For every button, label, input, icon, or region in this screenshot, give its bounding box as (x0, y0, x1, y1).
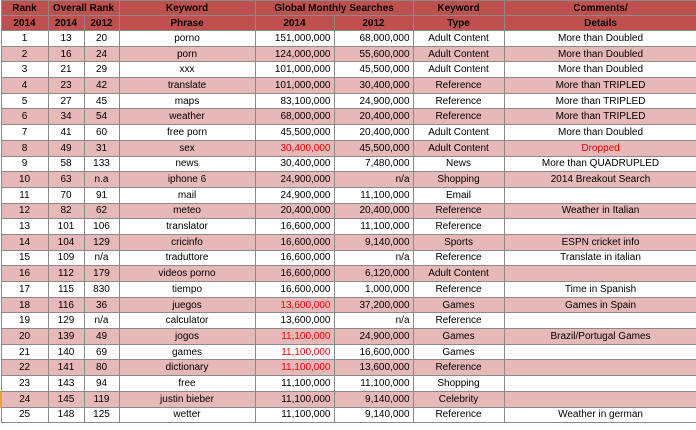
searches-2014-cell: 16,600,000 (255, 282, 334, 298)
keyword-type-cell: Games (413, 297, 504, 313)
searches-2012-cell: 13,600,000 (334, 360, 413, 376)
overall-rank-2014-cell: 115 (48, 282, 84, 298)
table-row (1, 172, 696, 188)
overall-rank-2012-cell: 94 (84, 376, 119, 392)
overall-rank-2014-cell: 141 (48, 360, 84, 376)
keyword-phrase-cell: wetter (119, 407, 255, 423)
keyword-type-cell: Adult Content (413, 31, 504, 47)
overall-rank-2014-cell: 104 (48, 234, 84, 250)
keyword-phrase-cell: calculator (119, 313, 255, 329)
table-row (1, 46, 696, 62)
keyword-phrase-cell: mail (119, 187, 255, 203)
header-type: Type (413, 16, 504, 31)
overall-rank-2012-cell: n/a (84, 250, 119, 266)
searches-2014-cell: 11,100,000 (255, 376, 334, 392)
keyword-phrase-cell: dictionary (119, 360, 255, 376)
rank-cell: 5 (1, 93, 48, 109)
keyword-phrase-cell: translator (119, 219, 255, 235)
details-cell: Translate in italian (504, 250, 696, 266)
searches-2014-cell: 16,600,000 (255, 219, 334, 235)
searches-2014-cell: 16,600,000 (255, 250, 334, 266)
searches-2012-cell: 11,100,000 (334, 219, 413, 235)
details-cell (504, 360, 696, 376)
rank-cell: 1 (1, 31, 48, 47)
details-cell: More than QUADRUPLED (504, 156, 696, 172)
keyword-phrase-cell: weather (119, 109, 255, 125)
searches-2012-cell: 45,500,000 (334, 62, 413, 78)
keyword-phrase-cell: news (119, 156, 255, 172)
table-row (1, 376, 696, 392)
searches-2014-cell: 45,500,000 (255, 125, 334, 141)
keyword-phrase-cell: justin bieber (119, 391, 255, 407)
rank-cell: 20 (1, 329, 48, 345)
table-header (1, 1, 696, 31)
table-row (1, 407, 696, 423)
table-row (1, 391, 696, 407)
header-searches-2014: 2014 (255, 16, 334, 31)
searches-2014-cell: 30,400,000 (255, 140, 334, 156)
keyword-type-cell: Shopping (413, 172, 504, 188)
overall-rank-2012-cell: 29 (84, 62, 119, 78)
searches-2014-cell: 68,000,000 (255, 109, 334, 125)
overall-rank-2012-cell: 42 (84, 78, 119, 94)
keyword-phrase-cell: iphone 6 (119, 172, 255, 188)
table-row (1, 156, 696, 172)
keyword-type-cell: Shopping (413, 376, 504, 392)
header-rank-year: 2014 (1, 16, 48, 31)
overall-rank-2014-cell: 148 (48, 407, 84, 423)
overall-rank-2014-cell: 101 (48, 219, 84, 235)
header-searches-2012: 2012 (334, 16, 413, 31)
header-overall-2012: 2012 (84, 16, 119, 31)
keyword-type-cell: Games (413, 329, 504, 345)
overall-rank-2012-cell: 179 (84, 266, 119, 282)
rank-cell: 17 (1, 282, 48, 298)
overall-rank-2012-cell: 20 (84, 31, 119, 47)
overall-rank-2012-cell: 119 (84, 391, 119, 407)
rank-cell: 3 (1, 62, 48, 78)
table-row (1, 31, 696, 47)
details-cell (504, 187, 696, 203)
details-cell: More than Doubled (504, 46, 696, 62)
searches-2014-cell: 124,000,000 (255, 46, 334, 62)
rank-cell: 9 (1, 156, 48, 172)
keyword-phrase-cell: xxx (119, 62, 255, 78)
overall-rank-2012-cell: 133 (84, 156, 119, 172)
keyword-phrase-cell: juegos (119, 297, 255, 313)
details-cell: More than TRIPLED (504, 93, 696, 109)
keyword-phrase-cell: free (119, 376, 255, 392)
keyword-type-cell: Adult Content (413, 46, 504, 62)
keyword-type-cell: Adult Content (413, 125, 504, 141)
rank-cell: 2 (1, 46, 48, 62)
table-row (1, 140, 696, 156)
rank-cell: 6 (1, 109, 48, 125)
rank-cell: 24 (1, 391, 48, 407)
overall-rank-2012-cell: n/a (84, 313, 119, 329)
searches-2012-cell: 9,140,000 (334, 407, 413, 423)
table-row (1, 62, 696, 78)
searches-2014-cell: 20,400,000 (255, 203, 334, 219)
details-cell: Dropped (504, 140, 696, 156)
rank-cell: 15 (1, 250, 48, 266)
searches-2012-cell: n/a (334, 172, 413, 188)
overall-rank-2014-cell: 49 (48, 140, 84, 156)
rank-cell: 10 (1, 172, 48, 188)
table-row (1, 125, 696, 141)
keyword-type-cell: News (413, 156, 504, 172)
details-cell: Time in Spanish (504, 282, 696, 298)
searches-2012-cell: n/a (334, 250, 413, 266)
searches-2012-cell: 16,600,000 (334, 344, 413, 360)
rank-cell: 11 (1, 187, 48, 203)
details-cell: More than TRIPLED (504, 78, 696, 94)
keyword-phrase-cell: sex (119, 140, 255, 156)
searches-2012-cell: 9,140,000 (334, 391, 413, 407)
searches-2014-cell: 24,900,000 (255, 187, 334, 203)
details-cell: Weather in german (504, 407, 696, 423)
keyword-type-cell: Reference (413, 203, 504, 219)
overall-rank-2014-cell: 140 (48, 344, 84, 360)
details-cell: More than Doubled (504, 31, 696, 47)
keyword-type-cell: Reference (413, 360, 504, 376)
rank-cell: 12 (1, 203, 48, 219)
searches-2012-cell: 45,500,000 (334, 140, 413, 156)
searches-2012-cell: 30,400,000 (334, 78, 413, 94)
searches-2014-cell: 11,100,000 (255, 407, 334, 423)
details-cell: Brazil/Portugal Games (504, 329, 696, 345)
searches-2012-cell: 55,600,000 (334, 46, 413, 62)
searches-2014-cell: 11,100,000 (255, 391, 334, 407)
table-row (1, 78, 696, 94)
overall-rank-2014-cell: 145 (48, 391, 84, 407)
details-cell: Weather in Italian (504, 203, 696, 219)
overall-rank-2012-cell: 129 (84, 234, 119, 250)
header-row-2 (1, 16, 696, 31)
searches-2014-cell: 11,100,000 (255, 360, 334, 376)
table-row (1, 250, 696, 266)
rank-cell: 21 (1, 344, 48, 360)
table-row (1, 109, 696, 125)
rank-cell: 19 (1, 313, 48, 329)
keyword-type-cell: Reference (413, 250, 504, 266)
header-global-searches: Global Monthly Searches (255, 1, 413, 16)
searches-2014-cell: 11,100,000 (255, 329, 334, 345)
table-row (1, 219, 696, 235)
overall-rank-2012-cell: 54 (84, 109, 119, 125)
keyword-type-cell: Adult Content (413, 62, 504, 78)
keyword-phrase-cell: cricinfo (119, 234, 255, 250)
rank-cell: 8 (1, 140, 48, 156)
rank-cell: 22 (1, 360, 48, 376)
overall-rank-2014-cell: 63 (48, 172, 84, 188)
overall-rank-2014-cell: 129 (48, 313, 84, 329)
searches-2012-cell: 1,000,000 (334, 282, 413, 298)
header-keyword-type: Keyword (413, 1, 504, 16)
table-row (1, 203, 696, 219)
overall-rank-2014-cell: 13 (48, 31, 84, 47)
keyword-type-cell: Reference (413, 219, 504, 235)
keyword-type-cell: Email (413, 187, 504, 203)
details-cell: 2014 Breakout Search (504, 172, 696, 188)
overall-rank-2012-cell: n.a (84, 172, 119, 188)
overall-rank-2014-cell: 116 (48, 297, 84, 313)
keyword-type-cell: Adult Content (413, 140, 504, 156)
keyword-type-cell: Reference (413, 109, 504, 125)
header-row-1 (1, 1, 696, 16)
keyword-type-cell: Reference (413, 93, 504, 109)
overall-rank-2014-cell: 34 (48, 109, 84, 125)
table-row (1, 187, 696, 203)
keyword-phrase-cell: porn (119, 46, 255, 62)
table-body (1, 31, 696, 423)
header-overall-2014: 2014 (48, 16, 84, 31)
rank-cell: 25 (1, 407, 48, 423)
details-cell (504, 344, 696, 360)
details-cell: ESPN cricket info (504, 234, 696, 250)
searches-2014-cell: 101,000,000 (255, 62, 334, 78)
searches-2012-cell: 11,100,000 (334, 376, 413, 392)
rank-cell: 14 (1, 234, 48, 250)
keyword-type-cell: Celebrity (413, 391, 504, 407)
keyword-phrase-cell: translate (119, 78, 255, 94)
overall-rank-2012-cell: 91 (84, 187, 119, 203)
table-row (1, 344, 696, 360)
overall-rank-2014-cell: 143 (48, 376, 84, 392)
searches-2012-cell: 20,400,000 (334, 125, 413, 141)
searches-2012-cell: 6,120,000 (334, 266, 413, 282)
overall-rank-2014-cell: 21 (48, 62, 84, 78)
overall-rank-2014-cell: 58 (48, 156, 84, 172)
keyword-phrase-cell: maps (119, 93, 255, 109)
searches-2012-cell: 11,100,000 (334, 187, 413, 203)
overall-rank-2012-cell: 80 (84, 360, 119, 376)
overall-rank-2012-cell: 31 (84, 140, 119, 156)
details-cell (504, 376, 696, 392)
keyword-type-cell: Adult Content (413, 266, 504, 282)
overall-rank-2014-cell: 139 (48, 329, 84, 345)
header-rank: Rank (1, 1, 48, 16)
keyword-phrase-cell: jogos (119, 329, 255, 345)
table-row (1, 360, 696, 376)
details-cell: More than TRIPLED (504, 109, 696, 125)
rank-cell: 13 (1, 219, 48, 235)
overall-rank-2014-cell: 112 (48, 266, 84, 282)
searches-2014-cell: 83,100,000 (255, 93, 334, 109)
table-row (1, 93, 696, 109)
overall-rank-2012-cell: 60 (84, 125, 119, 141)
rank-cell: 18 (1, 297, 48, 313)
keyword-phrase-cell: games (119, 344, 255, 360)
header-details: Details (504, 16, 696, 31)
searches-2012-cell: n/a (334, 313, 413, 329)
details-cell: Games in Spain (504, 297, 696, 313)
rank-cell: 4 (1, 78, 48, 94)
header-phrase: Phrase (119, 16, 255, 31)
searches-2014-cell: 30,400,000 (255, 156, 334, 172)
overall-rank-2012-cell: 24 (84, 46, 119, 62)
table-row (1, 234, 696, 250)
overall-rank-2012-cell: 125 (84, 407, 119, 423)
details-cell: More than Doubled (504, 125, 696, 141)
table-row (1, 266, 696, 282)
searches-2012-cell: 37,200,000 (334, 297, 413, 313)
keyword-phrase-cell: traduttore (119, 250, 255, 266)
searches-2014-cell: 24,900,000 (255, 172, 334, 188)
keyword-phrase-cell: tiempo (119, 282, 255, 298)
header-keyword: Keyword (119, 1, 255, 16)
overall-rank-2012-cell: 106 (84, 219, 119, 235)
table-row (1, 282, 696, 298)
keyword-type-cell: Reference (413, 313, 504, 329)
table-row (1, 329, 696, 345)
searches-2012-cell: 20,400,000 (334, 203, 413, 219)
rank-cell: 7 (1, 125, 48, 141)
overall-rank-2012-cell: 49 (84, 329, 119, 345)
overall-rank-2014-cell: 16 (48, 46, 84, 62)
keyword-phrase-cell: meteo (119, 203, 255, 219)
searches-2014-cell: 11,100,000 (255, 344, 334, 360)
searches-2014-cell: 101,000,000 (255, 78, 334, 94)
details-cell (504, 313, 696, 329)
table-row (1, 313, 696, 329)
keyword-phrase-cell: free porn (119, 125, 255, 141)
overall-rank-2014-cell: 23 (48, 78, 84, 94)
overall-rank-2014-cell: 82 (48, 203, 84, 219)
keyword-type-cell: Sports (413, 234, 504, 250)
details-cell (504, 219, 696, 235)
overall-rank-2012-cell: 62 (84, 203, 119, 219)
details-cell (504, 266, 696, 282)
keyword-type-cell: Reference (413, 282, 504, 298)
keyword-phrase-cell: videos porno (119, 266, 255, 282)
overall-rank-2012-cell: 36 (84, 297, 119, 313)
overall-rank-2012-cell: 69 (84, 344, 119, 360)
keyword-type-cell: Reference (413, 78, 504, 94)
searches-2012-cell: 20,400,000 (334, 109, 413, 125)
searches-2014-cell: 16,600,000 (255, 234, 334, 250)
searches-2012-cell: 7,480,000 (334, 156, 413, 172)
details-cell (504, 391, 696, 407)
searches-2012-cell: 9,140,000 (334, 234, 413, 250)
rank-cell: 23 (1, 376, 48, 392)
searches-2014-cell: 16,600,000 (255, 266, 334, 282)
searches-2012-cell: 24,900,000 (334, 329, 413, 345)
overall-rank-2014-cell: 41 (48, 125, 84, 141)
overall-rank-2012-cell: 830 (84, 282, 119, 298)
keyword-phrase-cell: porno (119, 31, 255, 47)
searches-2014-cell: 13,600,000 (255, 313, 334, 329)
overall-rank-2014-cell: 70 (48, 187, 84, 203)
overall-rank-2012-cell: 45 (84, 93, 119, 109)
searches-2012-cell: 68,000,000 (334, 31, 413, 47)
searches-2014-cell: 151,000,000 (255, 31, 334, 47)
searches-2014-cell: 13,600,000 (255, 297, 334, 313)
overall-rank-2014-cell: 109 (48, 250, 84, 266)
table-row (1, 297, 696, 313)
details-cell: More than Doubled (504, 62, 696, 78)
header-overall-rank: Overall Rank (48, 1, 119, 16)
keyword-type-cell: Games (413, 344, 504, 360)
searches-2012-cell: 24,900,000 (334, 93, 413, 109)
keyword-type-cell: Reference (413, 407, 504, 423)
rank-cell: 16 (1, 266, 48, 282)
header-comments: Comments/ (504, 1, 696, 16)
overall-rank-2014-cell: 27 (48, 93, 84, 109)
